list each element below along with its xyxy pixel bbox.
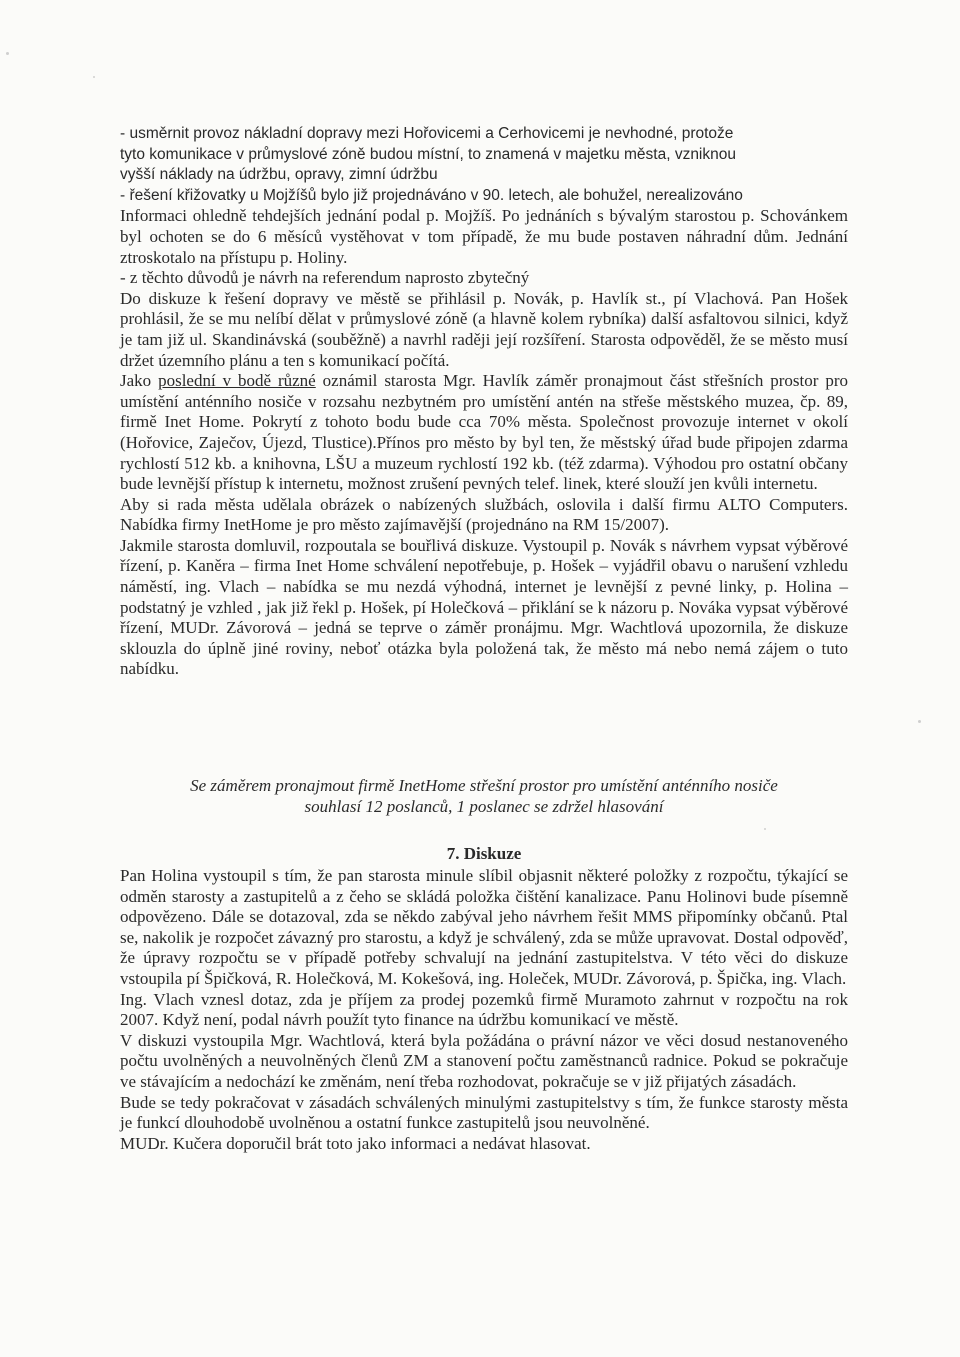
text-line: tyto komunikace v průmyslové zóně budou místní, to znamená v majetku města, vzniknou	[120, 145, 736, 163]
text-line: vyšší náklady na údržbu, opravy, zimní údržbu	[120, 166, 438, 184]
paragraph-kucera: MUDr. Kučera doporučil brát toto jako informaci a nedávat hlasovat.	[120, 1133, 591, 1153]
scan-speck	[764, 828, 766, 830]
paragraph-vlach: Ing. Vlach vznesl dotaz, zda je příjem za prodej pozemků firmě Muramoto zahrnut v rozpočtu na rok 2007. Když není, podal návrh použít tyto finance na údržbu komunikací ve městě.	[120, 989, 848, 1030]
paragraph-information: Informaci ohledně tehdejších jednání podal p. Mojžíš. Po jednáních s bývalým starostou p. Schovánkem byl ochoten se do 6 měsíců vystěhovat v tom případě, že mu bude postaven náhradní dům. Jednání ztroskotalo na přístupu p. Holiny.	[120, 206, 848, 267]
underlined-text: poslední v bodě různé	[158, 371, 316, 391]
resolution	[120, 775, 848, 817]
paragraph-debate: Jakmile starosta domluvil, rozpoutala se bouřlivá diskuze. Vystoupil p. Novák s návrhem vypsat výběrové řízení, p. Kaněra – firma Inet Home schválení nepotřebuje, p. Hošek – vyjádřil obavu o narušení vzhledu náměstí, ing. Vlach – nabídka se mu nezdá výhodná, internet je levnější z pevné linky, p. Holina – podstatný je vzhled , jak již řekl p. Hošek, pí Holečková – přiklání se k názoru p. Nováka vypsat výběrové řízení, MUDr. Závorová – jedná se teprve o záměr pronájmu. Mgr. Wachtlová upozornila, že diskuze sklouzla do úplně jiné roviny, neboť otázka byla položená tak, že město má nebo nemá zájem o tuto nabídku.	[120, 535, 848, 679]
paragraph-conclusion: Bude se tedy pokračovat v zásadách schválených minulými zastupitelstvy s tím, že funkce starosty města je funkcí dlouhodobě uvolněnou a ostatní funkce zastupitelů jsou neuvolněné.	[120, 1092, 848, 1133]
section-7-text	[120, 866, 848, 1154]
section-heading: 7. Diskuze	[446, 844, 522, 863]
paragraph-roof-lease	[120, 371, 848, 495]
scan-speck	[918, 720, 921, 723]
paragraph-alto: Aby si rada města udělala obrázek o nabízených službách, oslovila i další firmu ALTO Computers. Nabídka firmy InetHome je pro město zajímavější (projednáno na RM 15/2007).	[120, 494, 848, 535]
paragraph-traffic-discussion: Do diskuze k řešení dopravy ve městě se přihlásil p. Novák, p. Havlík st., pí Vlachová. Pan Hošek prohlásil, že se mu nelíbí dělat v průmyslové zóně (a hlavně kolem rybníka) další asfaltovou silnici, když je tam již ul. Skandinávská (souběžně) a navrhl raději její rozšíření. Starosta odpověděl, že se město musí držet územního plánu a ten s komunikací počítá.	[120, 288, 848, 370]
text-span: Jako	[120, 371, 159, 391]
bullet-transport: - usměrnit provoz nákladní dopravy mezi Hořovicemi a Cerhovicemi je nevhodné, protože	[120, 125, 734, 142]
text-span: oznámil starosta Mgr. Havlík záměr pronajmout část střešních prostor pro umístění anténního nosiče v rozsahu nezbytném pro umístění antén na střeše městského muzea, čp. 89, firmě Inet Home. Pokrytí z tohoto bodu bude cca 70% města. Společnost provozuje internet v okolí (Hořovice, Zaječov, Újezd, Tlustice).Přínos pro město by byl ten, že městský úřad bude připojen zdarma rychlostí 512 kb. a knihovna, LŠU a muzeum rychlostí 192 kb. (též zdarma). Výhodou pro ostatní občany bude levnější přístup k internetu, možnost zrušení pevných telef. linek, které slouží jen kvůli internetu.	[120, 371, 848, 494]
resolution-line: Se záměrem pronajmout firmě InetHome střešní prostor pro umístění anténního nosiče	[190, 776, 778, 795]
bullet-crossroad: - řešení křižovatky u Mojžíšů bylo již projednáváno v 90. letech, ale bohužel, nerealizováno	[120, 186, 743, 204]
scan-speck	[6, 52, 9, 55]
scan-speck	[93, 76, 95, 78]
section-1-text	[120, 124, 848, 680]
resolution-line: souhlasí 12 poslanců, 1 poslanec se zdržel hlasování	[304, 797, 664, 816]
bullet-referendum: - z těchto důvodů je návrh na referendum naprosto zbytečný	[120, 268, 530, 288]
paragraph-wachtlova: V diskuzi vystoupila Mgr. Wachtlová, která byla požádána o právní názor ve věci dosud nestanoveného počtu uvolněných a neuvolněných členů ZM a stanovení počtu zaměstnanců radnice. Pokud se pokračuje ve stávajícím a nedochází ke změnám, není třeba rozhodovat, pokračuje se v již přijatých zásadách.	[120, 1030, 848, 1091]
paragraph-holina: Pan Holina vystoupil s tím, že pan starosta minule slíbil objasnit některé položky z rozpočtu, týkající se odměn starosty a zastupitelů a z čeho se skládá položka čištění kanalizace. Panu Holinovi bude písemně odpovězeno. Dále se dotazoval, zda se někdo zabýval jeho návrhem řešit MMS připomínky občanů. Ptal se, nakolik je rozpočet závazný pro starostu, a když je schválený, zda se může upravovat. Dostal odpověď, že úpravy rozpočtu se v případě potřeby schvalují na jednání zastupitelstva. V této věci do diskuze vstoupila pí Špičková, R. Holečková, M. Kokešová, ing. Holeček, MUDr. Závorová, p. Špička, ing. Vlach.	[120, 866, 848, 988]
